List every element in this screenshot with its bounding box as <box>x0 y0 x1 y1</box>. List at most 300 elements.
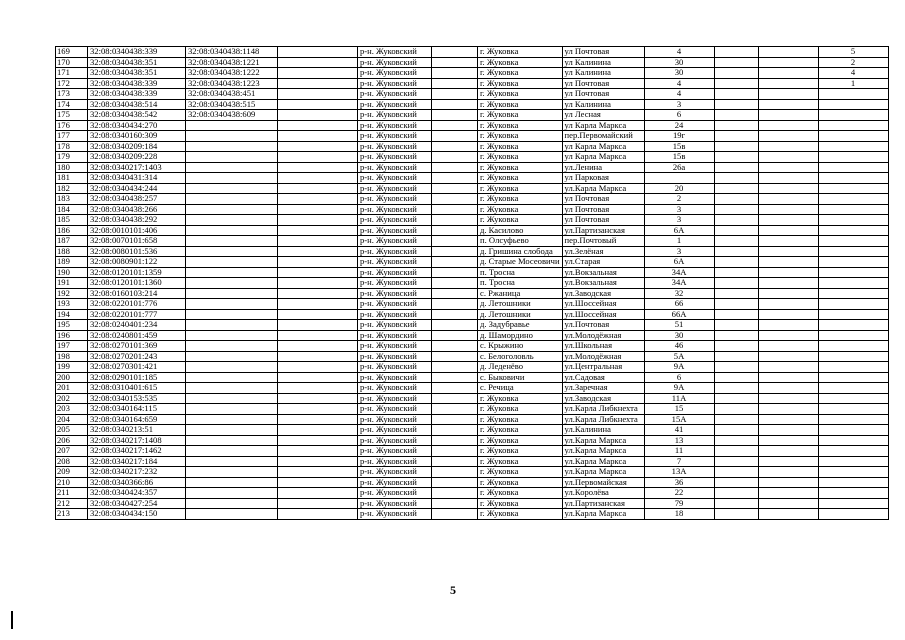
table-cell: 32:08:0340153:535 <box>88 393 186 404</box>
table-cell: р-н. Жуковский <box>358 110 432 121</box>
table-cell <box>758 446 818 457</box>
table-cell: 204 <box>56 414 88 425</box>
table-cell: 11 <box>644 446 714 457</box>
table-cell <box>714 477 758 488</box>
table-cell <box>432 509 478 520</box>
table-cell <box>278 120 358 131</box>
table-cell: 32:08:0340438:292 <box>88 215 186 226</box>
table-cell: ул.Заречная <box>562 383 644 394</box>
table-row <box>56 446 889 457</box>
table-cell <box>758 131 818 142</box>
table-cell: 32:08:0080101:536 <box>88 246 186 257</box>
table-cell <box>186 299 278 310</box>
table-cell <box>818 330 888 341</box>
table-cell: г. Жуковка <box>478 425 563 436</box>
table-cell: 32:08:0340438:339 <box>88 89 186 100</box>
table-cell: д. Летошники <box>478 299 563 310</box>
table-cell <box>758 236 818 247</box>
table-cell <box>278 488 358 499</box>
table-row <box>56 89 889 100</box>
table-cell <box>714 267 758 278</box>
table-cell: 5А <box>644 351 714 362</box>
table-cell: 32:08:0340434:270 <box>88 120 186 131</box>
table-cell: р-н. Жуковский <box>358 173 432 184</box>
table-cell: 22 <box>644 488 714 499</box>
table-cell <box>818 372 888 383</box>
table-cell: г. Жуковка <box>478 110 563 121</box>
table-cell: 3 <box>644 246 714 257</box>
table-row <box>56 509 889 520</box>
table-cell: 199 <box>56 362 88 373</box>
table-cell <box>758 488 818 499</box>
table-cell: 32:08:0340438:451 <box>186 89 278 100</box>
table-cell <box>714 299 758 310</box>
table-row <box>56 330 889 341</box>
table-cell <box>278 330 358 341</box>
table-cell: р-н. Жуковский <box>358 141 432 152</box>
table-cell <box>278 246 358 257</box>
table-cell: д. Летошники <box>478 309 563 320</box>
table-row <box>56 246 889 257</box>
table-cell <box>818 477 888 488</box>
table-cell: 32:08:0070101:658 <box>88 236 186 247</box>
table-cell <box>758 194 818 205</box>
table-cell <box>278 267 358 278</box>
table-cell: р-н. Жуковский <box>358 68 432 79</box>
table-cell: 66А <box>644 309 714 320</box>
table-cell: г. Жуковка <box>478 509 563 520</box>
table-cell <box>714 383 758 394</box>
table-cell: 3 <box>644 204 714 215</box>
table-cell: р-н. Жуковский <box>358 215 432 226</box>
table-cell: 32:08:0340438:1223 <box>186 78 278 89</box>
table-cell <box>758 141 818 152</box>
table-cell: р-н. Жуковский <box>358 320 432 331</box>
table-cell <box>758 78 818 89</box>
table-cell <box>818 246 888 257</box>
table-cell <box>278 89 358 100</box>
table-row <box>56 141 889 152</box>
table-cell: ул.Карла Маркса <box>562 183 644 194</box>
table-cell: ул Почтовая <box>562 78 644 89</box>
table-cell <box>818 131 888 142</box>
table-cell <box>818 120 888 131</box>
table-row <box>56 183 889 194</box>
table-row <box>56 204 889 215</box>
table-cell <box>758 89 818 100</box>
table-cell: 183 <box>56 194 88 205</box>
table-cell: 177 <box>56 131 88 142</box>
table-cell: 32:08:0340217:184 <box>88 456 186 467</box>
table-cell: 32:08:0340438:514 <box>88 99 186 110</box>
table-cell: ул.Карла Либкнехта <box>562 414 644 425</box>
table-cell <box>278 99 358 110</box>
table-cell <box>758 120 818 131</box>
table-cell <box>758 110 818 121</box>
table-cell <box>714 341 758 352</box>
table-cell <box>714 488 758 499</box>
table-cell <box>758 341 818 352</box>
table-cell <box>818 362 888 373</box>
table-cell: 32:08:0240401:234 <box>88 320 186 331</box>
table-cell: р-н. Жуковский <box>358 341 432 352</box>
table-cell: 196 <box>56 330 88 341</box>
table-cell: г. Жуковка <box>478 477 563 488</box>
table-cell: 3 <box>644 99 714 110</box>
table-cell <box>818 299 888 310</box>
table-cell: ул Почтовая <box>562 204 644 215</box>
table-cell: 212 <box>56 498 88 509</box>
table-cell <box>758 278 818 289</box>
table-cell: 171 <box>56 68 88 79</box>
table-cell <box>432 152 478 163</box>
table-cell: г. Жуковка <box>478 393 563 404</box>
scan-edge-mark <box>11 611 13 629</box>
table-cell <box>432 278 478 289</box>
table-cell <box>432 236 478 247</box>
table-cell: 32:08:0340438:257 <box>88 194 186 205</box>
table-cell: г. Жуковка <box>478 467 563 478</box>
table-cell <box>714 404 758 415</box>
table-cell <box>714 99 758 110</box>
table-cell: 4 <box>644 78 714 89</box>
table-cell: ул.Вокзальная <box>562 278 644 289</box>
table-cell: с. Быковичи <box>478 372 563 383</box>
table-cell: г. Жуковка <box>478 435 563 446</box>
table-row <box>56 215 889 226</box>
table-cell <box>758 288 818 299</box>
table-row <box>56 120 889 131</box>
table-cell <box>186 435 278 446</box>
table-cell: 26а <box>644 162 714 173</box>
table-cell <box>714 173 758 184</box>
table-cell <box>818 425 888 436</box>
table-cell <box>758 309 818 320</box>
table-cell <box>714 393 758 404</box>
table-cell: г. Жуковка <box>478 78 563 89</box>
table-cell <box>818 446 888 457</box>
table-cell: д. Старые Мосеовичи <box>478 257 563 268</box>
table-cell <box>758 372 818 383</box>
table-cell <box>186 393 278 404</box>
table-row <box>56 393 889 404</box>
table-cell: 180 <box>56 162 88 173</box>
table-cell <box>818 89 888 100</box>
table-cell <box>758 509 818 520</box>
table-cell <box>278 477 358 488</box>
table-cell: 176 <box>56 120 88 131</box>
table-cell <box>714 467 758 478</box>
table-cell <box>818 498 888 509</box>
table-cell: ул Почтовая <box>562 194 644 205</box>
table-cell <box>714 288 758 299</box>
table-cell <box>186 141 278 152</box>
table-cell: 2 <box>818 57 888 68</box>
table-cell <box>714 278 758 289</box>
table-cell <box>818 215 888 226</box>
table-cell <box>758 68 818 79</box>
table-cell <box>818 456 888 467</box>
table-row <box>56 225 889 236</box>
table-cell: р-н. Жуковский <box>358 372 432 383</box>
table-cell <box>432 47 478 58</box>
table-cell: 195 <box>56 320 88 331</box>
table-cell: ул.Центральная <box>562 362 644 373</box>
table-cell: ул Карла Маркса <box>562 152 644 163</box>
table-cell: 30 <box>644 68 714 79</box>
table-cell: ул Карла Маркса <box>562 141 644 152</box>
table-cell <box>186 225 278 236</box>
table-cell: 32:08:0240801:459 <box>88 330 186 341</box>
table-cell <box>432 299 478 310</box>
table-cell <box>714 257 758 268</box>
table-cell: ул Карла Маркса <box>562 120 644 131</box>
table-cell: 187 <box>56 236 88 247</box>
table-cell <box>758 435 818 446</box>
table-cell: р-н. Жуковский <box>358 414 432 425</box>
table-cell: 32:08:0340438:1222 <box>186 68 278 79</box>
table-cell: ул.Карла Маркса <box>562 435 644 446</box>
table-cell <box>432 488 478 499</box>
table-cell: ул.Шоссейная <box>562 299 644 310</box>
table-cell: 2 <box>644 194 714 205</box>
table-cell: ул Парковая <box>562 173 644 184</box>
table-cell: 213 <box>56 509 88 520</box>
table-cell <box>432 194 478 205</box>
table-cell <box>758 330 818 341</box>
table-cell: р-н. Жуковский <box>358 351 432 362</box>
table-cell <box>278 425 358 436</box>
table-cell <box>432 309 478 320</box>
table-row <box>56 425 889 436</box>
table-cell <box>758 393 818 404</box>
table-cell: 32:08:0120101:1359 <box>88 267 186 278</box>
table-cell <box>432 78 478 89</box>
table-cell: ул.Первомайская <box>562 477 644 488</box>
table-cell <box>432 456 478 467</box>
table-row <box>56 320 889 331</box>
table-cell: р-н. Жуковский <box>358 99 432 110</box>
table-cell: с. Ржаница <box>478 288 563 299</box>
table-cell <box>758 299 818 310</box>
table-cell <box>432 204 478 215</box>
table-cell <box>278 320 358 331</box>
table-cell <box>186 257 278 268</box>
table-cell <box>432 131 478 142</box>
table-cell <box>186 131 278 142</box>
table-cell: 6 <box>644 110 714 121</box>
table-cell <box>818 467 888 478</box>
table-cell <box>758 99 818 110</box>
table-cell <box>432 393 478 404</box>
table-cell <box>278 309 358 320</box>
table-cell <box>818 194 888 205</box>
table-cell <box>186 414 278 425</box>
table-cell: с. Речица <box>478 383 563 394</box>
table-cell: 32:08:0120101:1360 <box>88 278 186 289</box>
table-cell: 32:08:0340217:232 <box>88 467 186 478</box>
table-cell: 32:08:0290101:185 <box>88 372 186 383</box>
table-cell <box>432 383 478 394</box>
table-cell: 32:08:0270201:243 <box>88 351 186 362</box>
table-cell: 32:08:0270101:369 <box>88 341 186 352</box>
table-cell <box>758 320 818 331</box>
table-cell: 32:08:0340438:542 <box>88 110 186 121</box>
table-cell <box>278 152 358 163</box>
table-cell <box>714 183 758 194</box>
table-cell <box>714 498 758 509</box>
table-cell <box>714 215 758 226</box>
table-cell <box>714 68 758 79</box>
table-cell <box>758 225 818 236</box>
table-cell <box>278 498 358 509</box>
table-cell: 194 <box>56 309 88 320</box>
table-cell <box>278 351 358 362</box>
table-cell: 32:08:0220101:776 <box>88 299 186 310</box>
table-cell <box>758 425 818 436</box>
table-cell <box>714 89 758 100</box>
table-cell <box>432 215 478 226</box>
table-cell <box>278 299 358 310</box>
table-cell <box>432 267 478 278</box>
table-cell: 203 <box>56 404 88 415</box>
table-row <box>56 477 889 488</box>
table-cell: 32:08:0340424:357 <box>88 488 186 499</box>
table-cell <box>758 162 818 173</box>
table-cell: г. Жуковка <box>478 68 563 79</box>
table-cell <box>714 162 758 173</box>
table-cell: 3 <box>644 215 714 226</box>
table-cell: р-н. Жуковский <box>358 47 432 58</box>
table-cell: р-н. Жуковский <box>358 435 432 446</box>
table-cell <box>758 152 818 163</box>
table-cell: 32:08:0340438:339 <box>88 78 186 89</box>
table-cell: 175 <box>56 110 88 121</box>
table-cell <box>758 351 818 362</box>
table-cell <box>758 383 818 394</box>
table-cell <box>714 362 758 373</box>
table-cell <box>714 110 758 121</box>
table-cell: ул.Карла Маркса <box>562 456 644 467</box>
table-cell: ул Почтовая <box>562 215 644 226</box>
table-cell: г. Жуковка <box>478 120 563 131</box>
table-cell <box>186 477 278 488</box>
table-cell <box>432 57 478 68</box>
table-cell <box>818 204 888 215</box>
table-cell <box>818 309 888 320</box>
table-row <box>56 456 889 467</box>
table-cell: д. Задубравье <box>478 320 563 331</box>
table-cell: 15А <box>644 414 714 425</box>
table-cell: р-н. Жуковский <box>358 246 432 257</box>
table-cell <box>186 288 278 299</box>
table-cell: 41 <box>644 425 714 436</box>
table-cell: п. Тросна <box>478 267 563 278</box>
table-cell: р-н. Жуковский <box>358 236 432 247</box>
table-cell: р-н. Жуковский <box>358 498 432 509</box>
table-cell <box>714 425 758 436</box>
table-cell: р-н. Жуковский <box>358 446 432 457</box>
table-cell: 6 <box>644 372 714 383</box>
table-cell: р-н. Жуковский <box>358 362 432 373</box>
table-cell: г. Жуковка <box>478 152 563 163</box>
table-cell <box>714 120 758 131</box>
table-cell <box>432 225 478 236</box>
table-cell: 211 <box>56 488 88 499</box>
table-cell <box>432 246 478 257</box>
table-cell: 32:08:0340164:115 <box>88 404 186 415</box>
table-cell: 185 <box>56 215 88 226</box>
table-cell: г. Жуковка <box>478 173 563 184</box>
table-cell <box>758 204 818 215</box>
table-cell: ул Калинина <box>562 99 644 110</box>
table-row <box>56 236 889 247</box>
table-cell: д. Касилово <box>478 225 563 236</box>
table-cell <box>278 362 358 373</box>
table-cell <box>818 173 888 184</box>
table-cell <box>758 215 818 226</box>
table-cell <box>818 393 888 404</box>
table-cell: 198 <box>56 351 88 362</box>
table-row <box>56 435 889 446</box>
table-cell: 32:08:0340438:351 <box>88 68 186 79</box>
table-cell: ул.Заводская <box>562 288 644 299</box>
table-cell: р-н. Жуковский <box>358 78 432 89</box>
table-cell: ул.Партизанская <box>562 498 644 509</box>
table-row <box>56 372 889 383</box>
table-cell: 15в <box>644 141 714 152</box>
table-cell: 191 <box>56 278 88 289</box>
table-cell: 7 <box>644 456 714 467</box>
table-cell <box>432 320 478 331</box>
table-cell <box>278 78 358 89</box>
table-cell <box>818 488 888 499</box>
table-cell <box>186 509 278 520</box>
table-cell: г. Жуковка <box>478 141 563 152</box>
table-cell <box>186 267 278 278</box>
table-cell: 32:08:0340431:314 <box>88 173 186 184</box>
table-cell: ул.Партизанская <box>562 225 644 236</box>
table-cell <box>818 351 888 362</box>
table-cell <box>186 488 278 499</box>
table-cell: 32 <box>644 288 714 299</box>
table-cell <box>278 68 358 79</box>
table-cell: г. Жуковка <box>478 215 563 226</box>
table-cell <box>818 183 888 194</box>
table-row <box>56 362 889 373</box>
table-cell <box>432 330 478 341</box>
table-cell: р-н. Жуковский <box>358 456 432 467</box>
table-row <box>56 351 889 362</box>
table-cell <box>714 204 758 215</box>
table-cell: г. Жуковка <box>478 99 563 110</box>
table-cell: р-н. Жуковский <box>358 152 432 163</box>
table-row <box>56 131 889 142</box>
table-cell: 169 <box>56 47 88 58</box>
table-cell <box>278 110 358 121</box>
table-row <box>56 162 889 173</box>
table-cell: ул.Шоссейная <box>562 309 644 320</box>
table-cell: г. Жуковка <box>478 47 563 58</box>
table-cell <box>714 446 758 457</box>
table-cell: р-н. Жуковский <box>358 488 432 499</box>
table-cell <box>432 288 478 299</box>
table-cell: 172 <box>56 78 88 89</box>
table-cell <box>186 173 278 184</box>
table-cell: 32:08:0340209:184 <box>88 141 186 152</box>
table-cell: 15 <box>644 404 714 415</box>
table-cell: 32:08:0340427:254 <box>88 498 186 509</box>
